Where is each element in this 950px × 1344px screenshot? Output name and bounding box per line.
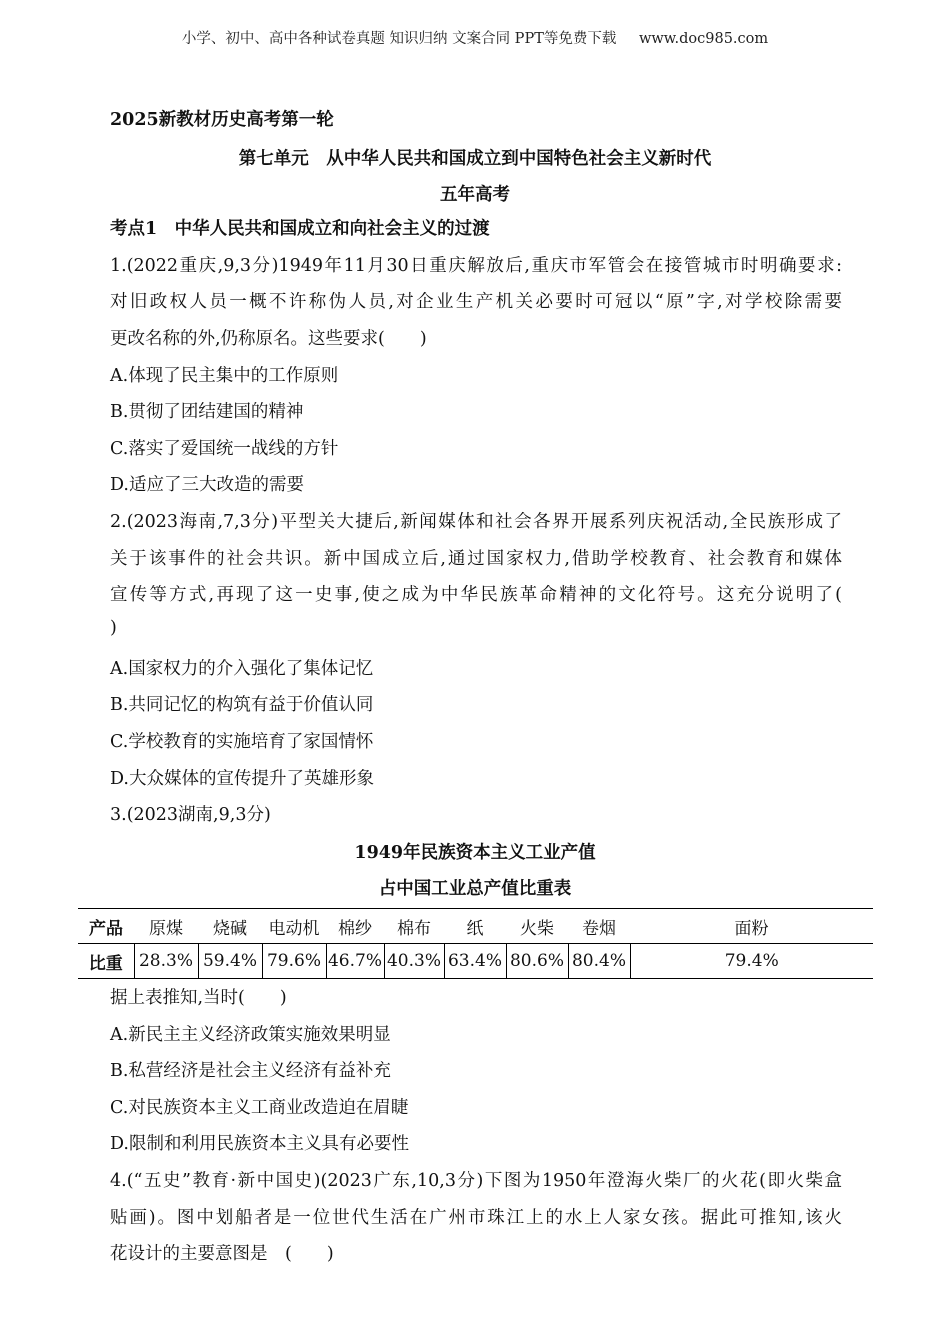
q3-option-d[interactable]: D.限制和利用民族资本主义具有必要性 xyxy=(110,1134,409,1154)
table-subtitle: 占中国工业总产值比重表 xyxy=(378,879,572,899)
q3-option-c[interactable]: C.对民族资本主义工商业改造迫在眉睫 xyxy=(110,1098,409,1118)
table-cell: 46.7% xyxy=(326,944,384,979)
q3-stem: 3.(2023湖南,9,3分) xyxy=(110,805,271,825)
table-cell: 棉纱 xyxy=(326,909,384,944)
q2-line: 关于该事件的社会共识。新中国成立后,通过国家权力,借助学校教育、社会教育和媒体 xyxy=(110,549,842,569)
table-cell: 79.4% xyxy=(630,944,873,979)
table-cell: 比重 xyxy=(78,944,134,979)
table-cell: 电动机 xyxy=(262,909,326,944)
q4-line: 贴画)。图中划船者是一位世代生活在广州市珠江上的水上人家女孩。据此可推知,该火 xyxy=(110,1208,842,1228)
table-cell: 原煤 xyxy=(134,909,198,944)
table-cell: 80.6% xyxy=(506,944,568,979)
section-subtitle: 五年高考 xyxy=(440,185,510,205)
q1-option-c[interactable]: C.落实了爱国统一战线的方针 xyxy=(110,439,339,459)
q3-question: 据上表推知,当时( ) xyxy=(110,988,287,1008)
q1-option-a[interactable]: A.体现了民主集中的工作原则 xyxy=(110,366,339,386)
q2-line: 2.(2023海南,7,3分)平型关大捷后,新闻媒体和社会各界开展系列庆祝活动,全民族形成了 xyxy=(110,512,842,532)
table-cell: 59.4% xyxy=(198,944,262,979)
q3-option-b[interactable]: B.私营经济是社会主义经济有益补充 xyxy=(110,1061,391,1081)
q1-line: 对旧政权人员一概不许称伪人员,对企业生产机关必要时可冠以“原”字,对学校除需要 xyxy=(110,292,842,312)
q2-line: ) xyxy=(110,618,117,638)
table-cell: 纸 xyxy=(444,909,506,944)
table-cell: 棉布 xyxy=(384,909,444,944)
table-cell: 63.4% xyxy=(444,944,506,979)
page-header xyxy=(0,27,950,48)
table-cell: 火柴 xyxy=(506,909,568,944)
q4-line: 花设计的主要意图是 ( ) xyxy=(110,1244,334,1264)
table-row xyxy=(78,944,873,979)
q4-line: 4.(“五史”教育·新中国史)(2023广东,10,3分)下图为1950年澄海火柴厂的火花(即火柴盒 xyxy=(110,1171,842,1191)
table-cell: 80.4% xyxy=(568,944,630,979)
topic-heading: 考点1 中华人民共和国成立和向社会主义的过渡 xyxy=(110,219,490,239)
q1-line: 1.(2022重庆,9,3分)1949年11月30日重庆解放后,重庆市军管会在接管城市时明确要求: xyxy=(110,256,842,276)
q2-option-d[interactable]: D.大众媒体的宣传提升了英雄形象 xyxy=(110,769,374,789)
table-cell: 28.3% xyxy=(134,944,198,979)
table-cell: 79.6% xyxy=(262,944,326,979)
q2-option-b[interactable]: B.共同记忆的构筑有益于价值认同 xyxy=(110,695,374,715)
q2-option-c[interactable]: C.学校教育的实施培育了家国情怀 xyxy=(110,732,374,752)
q2-option-a[interactable]: A.国家权力的介入强化了集体记忆 xyxy=(110,659,374,679)
table-cell: 产品 xyxy=(78,909,134,944)
header-site-link[interactable]: www.doc985.com xyxy=(638,31,769,47)
q3-option-a[interactable]: A.新民主主义经济政策实施效果明显 xyxy=(110,1025,391,1045)
q1-line: 更改名称的外,仍称原名。这些要求( ) xyxy=(110,329,427,349)
table-cell: 卷烟 xyxy=(568,909,630,944)
q1-option-b[interactable]: B.贯彻了团结建国的精神 xyxy=(110,402,304,422)
table-cell: 烧碱 xyxy=(198,909,262,944)
table-cell: 面粉 xyxy=(630,909,873,944)
table-header-row xyxy=(78,909,873,944)
table-cell: 40.3% xyxy=(384,944,444,979)
share-table xyxy=(78,908,873,979)
unit-title: 第七单元 从中华人民共和国成立到中国特色社会主义新时代 xyxy=(238,149,712,169)
header-text: 小学、初中、高中各种试卷真题 知识归纳 文案合同 PPT等免费下载 xyxy=(181,31,617,47)
q2-line: 宣传等方式,再现了这一史事,使之成为中华民族革命精神的文化符号。这充分说明了( xyxy=(110,585,842,605)
q1-option-d[interactable]: D.适应了三大改造的需要 xyxy=(110,475,304,495)
table-title: 1949年民族资本主义工业产值 xyxy=(354,843,596,863)
series-title: 2025新教材历史高考第一轮 xyxy=(110,110,334,130)
